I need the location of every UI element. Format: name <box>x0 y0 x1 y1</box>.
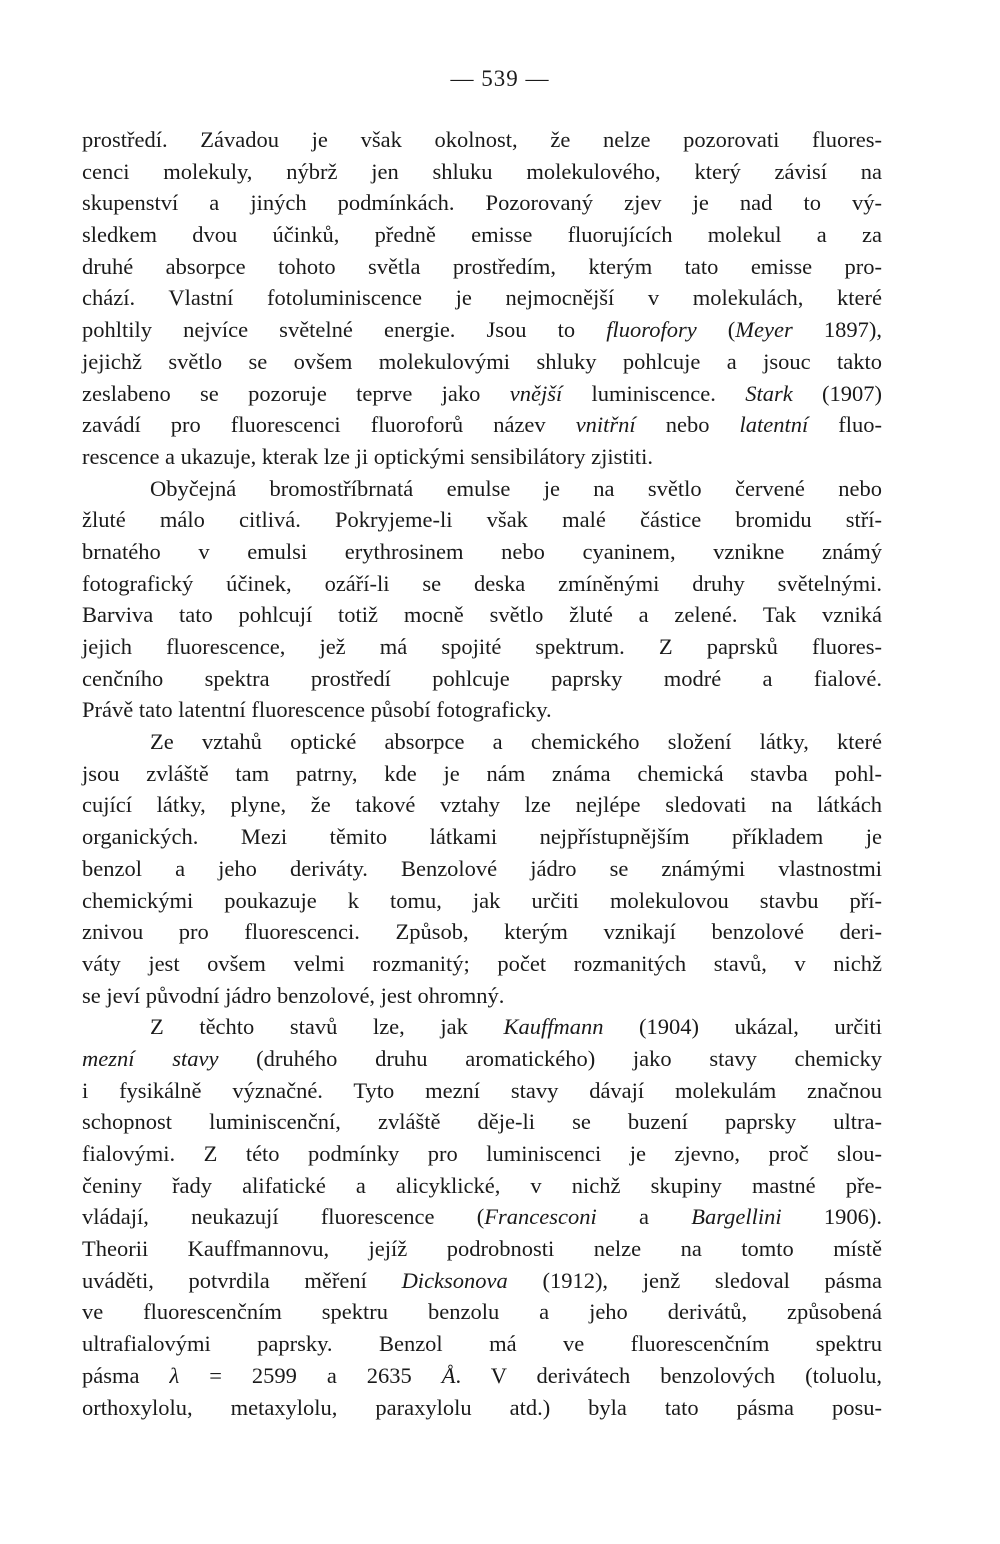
text-line <box>82 441 882 473</box>
text-run: čeniny řady alifatické a alicyklické, v nichž skupiny mastné pře- <box>82 1172 882 1198</box>
text-run: pásma <box>82 1362 170 1388</box>
text-line <box>82 1043 882 1075</box>
text-run: chází. Vlastní fotoluminiscence je nejmocnější v molekulách, které <box>82 285 882 311</box>
text-run: benzol a jeho deriváty. Benzolové jádro se známými vlastnostmi <box>82 855 882 881</box>
text-line <box>82 1170 882 1202</box>
italic-text: vnitřní <box>575 412 636 438</box>
text-run: i fysikálně význačné. Tyto mezní stavy dávají molekulám značnou <box>82 1077 882 1103</box>
text-run: cující látky, plyne, že takové vztahy lze nejlépe sledovati na látkách <box>82 792 882 818</box>
text-run: skupenství a jiných podmínkách. Pozorovaný zjev je nad to vý- <box>82 190 882 216</box>
text-run: nebo <box>635 412 740 438</box>
text-line <box>82 1138 882 1170</box>
text-run: (druhého druhu aromatického) jako stavy chemicky <box>218 1045 882 1071</box>
text-run: a <box>596 1204 692 1230</box>
text-run: Z těchto stavů lze, jak <box>150 1014 504 1040</box>
text-run: vládají, neukazují fluorescence ( <box>82 1204 485 1230</box>
text-line <box>82 219 882 251</box>
text-line <box>82 726 882 758</box>
italic-text: Dicksonova <box>401 1267 508 1293</box>
paragraph <box>82 1011 882 1423</box>
text-run: sledkem dvou účinků, předně emisse fluorujících molekul a za <box>82 222 882 248</box>
text-line <box>82 599 882 631</box>
text-line <box>82 156 882 188</box>
text-run: chemickými poukazuje k tomu, jak určiti molekulovou stavbu pří- <box>82 887 882 913</box>
paragraph <box>82 473 882 727</box>
italic-text: Meyer <box>735 317 793 343</box>
text-line <box>82 187 882 219</box>
italic-text: Kauffmann <box>503 1014 604 1040</box>
italic-text: Stark <box>745 380 793 406</box>
text-line <box>82 1106 882 1138</box>
text-line <box>82 409 882 441</box>
text-line <box>82 314 882 346</box>
body-text <box>82 124 882 1423</box>
text-run: druhé absorpce tohoto světla prostředím, kterým tato emisse pro- <box>82 253 882 279</box>
text-run: uváděti, potvrdila měření <box>82 1267 402 1293</box>
text-run: jsou zvláště tam patrny, kde je nám známa chemická stavba pohl- <box>82 760 882 786</box>
text-line <box>82 758 882 790</box>
text-run: jejichž světlo se ovšem molekulovými shluky pohlcuje a jsouc takto <box>82 348 882 374</box>
text-run: Theorii Kauffmannovu, jejíž podrobnosti nelze na tomto místě <box>82 1236 882 1262</box>
text-run: brnatého v emulsi erythrosinem nebo cyaninem, vznikne známý <box>82 538 882 564</box>
text-line <box>82 1360 882 1392</box>
paragraph <box>82 124 882 473</box>
text-run: zavádí pro fluorescenci fluoroforů název <box>82 412 576 438</box>
text-run: orthoxylolu, metaxylolu, paraxylolu atd.) byla tato pásma posu- <box>82 1394 882 1420</box>
text-run: (1912), jenž sledoval pásma <box>507 1267 882 1293</box>
text-run: organických. Mezi těmito látkami nejpřístupnějším příkladem je <box>82 824 882 850</box>
text-run: žluté málo citlivá. Pokryjeme-li však malé částice bromidu stří- <box>82 507 882 533</box>
text-run: ( <box>696 317 736 343</box>
text-run: váty jest ovšem velmi rozmanitý; počet rozmanitých stavů, v nichž <box>82 950 882 976</box>
text-run: (1907) <box>792 380 882 406</box>
text-run: 1906). <box>781 1204 882 1230</box>
text-line <box>82 504 882 536</box>
text-run: fluo- <box>808 412 882 438</box>
italic-text: latentní <box>739 412 809 438</box>
text-line <box>82 1233 882 1265</box>
text-line <box>82 948 882 980</box>
text-line <box>82 789 882 821</box>
text-run: pohltily nejvíce světelné energie. Jsou to <box>82 317 607 343</box>
text-run: 1897), <box>792 317 882 343</box>
text-line <box>82 1011 882 1043</box>
text-line <box>82 1296 882 1328</box>
text-run: Právě tato latentní fluorescence působí fotograficky. <box>82 697 552 723</box>
text-run: jejich fluorescence, jež má spojité spektrum. Z paprsků fluores- <box>82 634 882 659</box>
text-run: cenčního spektra prostředí pohlcuje paprsky modré a fialové. <box>82 665 882 691</box>
italic-text: Francesconi <box>484 1204 597 1230</box>
text-line <box>82 536 882 568</box>
text-line <box>82 1075 882 1107</box>
text-line <box>82 1328 882 1360</box>
italic-text: Å <box>441 1362 456 1388</box>
text-line <box>82 378 882 410</box>
text-run: fotografický účinek, ozáří-li se deska zmíněnými druhy světelnými. <box>82 570 882 596</box>
text-line <box>82 853 882 885</box>
text-line <box>82 663 882 695</box>
text-run: luminiscence. <box>562 380 746 406</box>
text-line <box>82 346 882 378</box>
text-run: Barviva tato pohlcují totiž mocně světlo žluté a zelené. Tak vzniká <box>82 602 882 628</box>
text-line <box>82 124 882 156</box>
text-run: se jeví původní jádro benzolové, jest ohromný. <box>82 982 505 1008</box>
text-line <box>82 1201 882 1233</box>
text-run: ultrafialovými paprsky. Benzol má ve fluorescenčním spektru <box>82 1331 882 1357</box>
text-run: Obyčejná bromostříbrnatá emulse je na světlo červené nebo <box>150 475 882 501</box>
italic-text: fluorofory <box>606 317 697 343</box>
text-line <box>82 631 882 663</box>
text-run: ve fluorescenčním spektru benzolu a jeho derivátů, způsobená <box>82 1299 882 1325</box>
text-line <box>82 885 882 917</box>
text-run: . V derivátech benzolových (toluolu, <box>455 1362 882 1388</box>
italic-text: λ <box>169 1362 180 1388</box>
paragraph <box>82 726 882 1011</box>
text-run: prostředí. Závadou je však okolnost, že nelze pozorovati fluores- <box>82 127 882 152</box>
text-run: cenci molekuly, nýbrž jen shluku molekulového, který závisí na <box>82 158 882 184</box>
text-run: schopnost luminiscenční, zvláště děje-li se buzení paprsky ultra- <box>82 1109 882 1135</box>
text-line <box>82 282 882 314</box>
text-run: fialovými. Z této podmínky pro luminiscenci je zjevno, proč slou- <box>82 1141 882 1166</box>
text-run: (1904) ukázal, určiti <box>603 1014 882 1040</box>
italic-text: vnější <box>509 380 563 406</box>
text-line <box>82 1392 882 1424</box>
text-run: zeslabeno se pozoruje teprve jako <box>82 380 510 406</box>
italic-text: Bargellini <box>691 1204 782 1230</box>
text-line <box>82 251 882 283</box>
text-line <box>82 821 882 853</box>
text-line <box>82 980 882 1012</box>
text-run: rescence a ukazuje, kterak lze ji optickými sensibilátory zjistiti. <box>82 443 654 469</box>
italic-text: mezní stavy <box>82 1045 219 1071</box>
text-run: Ze vztahů optické absorpce a chemického složení látky, které <box>150 729 882 755</box>
text-line <box>82 694 882 726</box>
text-run: znivou pro fluorescenci. Způsob, kterým vznikají benzolové deri- <box>82 919 882 945</box>
page-number: — 539 — <box>450 66 550 91</box>
text-line <box>82 916 882 948</box>
text-line <box>82 568 882 600</box>
text-run: = 2599 a 2635 <box>179 1362 442 1388</box>
text-line <box>82 1265 882 1297</box>
text-line <box>82 473 882 505</box>
